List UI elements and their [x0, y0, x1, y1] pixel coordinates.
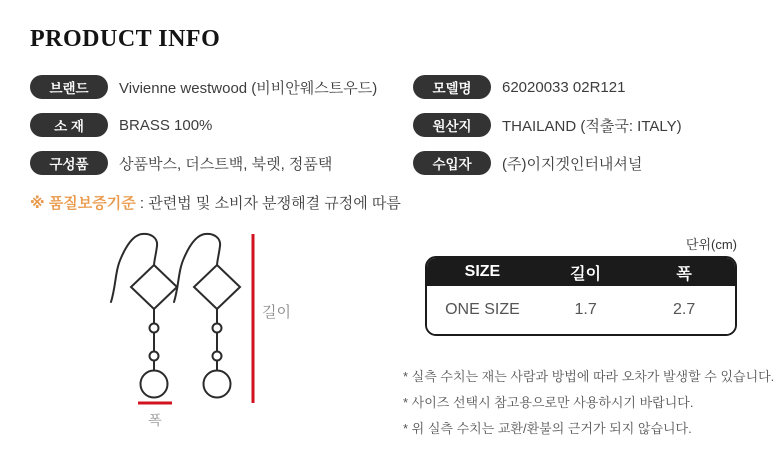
importer-label-badge: 수입자 [413, 151, 491, 175]
earring-measurement-diagram [88, 226, 328, 451]
length-value: 1.7 [574, 301, 597, 318]
importer-value: (주)이지겟인터내셔널 [502, 155, 643, 173]
components-label-badge: 구성품 [30, 151, 108, 175]
size-table-row [427, 286, 735, 334]
size-table-col-size: SIZE [464, 263, 501, 280]
model-label-badge: 모델명 [413, 75, 491, 99]
spec-row-components [30, 151, 332, 175]
length-label: 길이 [262, 304, 291, 321]
quality-note-text: : 관련법 및 소비자 분쟁해결 규정에 따름 [135, 195, 401, 212]
origin-value: THAILAND (적출국: ITALY) [502, 117, 682, 135]
unit-note: 단위(cm) [685, 237, 737, 252]
size-table-col-width: 폭 [676, 265, 692, 283]
brand-label-badge: 브랜드 [30, 75, 108, 99]
spec-row-importer [413, 151, 642, 175]
components-value: 상품박스, 더스트백, 북렛, 정품택 [119, 155, 333, 173]
width-value: 2.7 [673, 301, 696, 318]
material-label-badge: 소 재 [30, 113, 108, 137]
footnote-line: * 실측 수치는 재는 사람과 방법에 따라 오차가 발생할 수 있습니다. [403, 369, 775, 384]
spec-row-material [30, 113, 212, 137]
size-value: ONE SIZE [445, 301, 520, 318]
size-table-header [427, 258, 735, 286]
spec-row-model [413, 75, 625, 99]
footnote-line: * 사이즈 선택시 참고용으로만 사용하시기 바랍니다. [403, 395, 694, 410]
brand-value: Vivienne westwood (비비안웨스트우드) [119, 79, 378, 97]
spec-row-brand [30, 75, 377, 99]
model-value: 62020033 02R121 [502, 78, 626, 96]
page-title: PRODUCT INFO [30, 26, 221, 52]
width-label: 폭 [148, 412, 162, 428]
spec-row-origin [413, 113, 682, 137]
footnote-line: * 위 실측 수치는 교환/환불의 근거가 되지 않습니다. [403, 421, 692, 436]
size-table [425, 256, 737, 336]
footnotes [403, 364, 774, 442]
quality-assurance-note [30, 192, 401, 213]
origin-label-badge: 원산지 [413, 113, 491, 137]
quality-note-label: ※ 품질보증기준 [30, 195, 136, 212]
material-value: BRASS 100% [119, 116, 213, 134]
size-table-col-length: 길이 [570, 265, 602, 283]
earring-line-drawing-icon [88, 226, 328, 451]
